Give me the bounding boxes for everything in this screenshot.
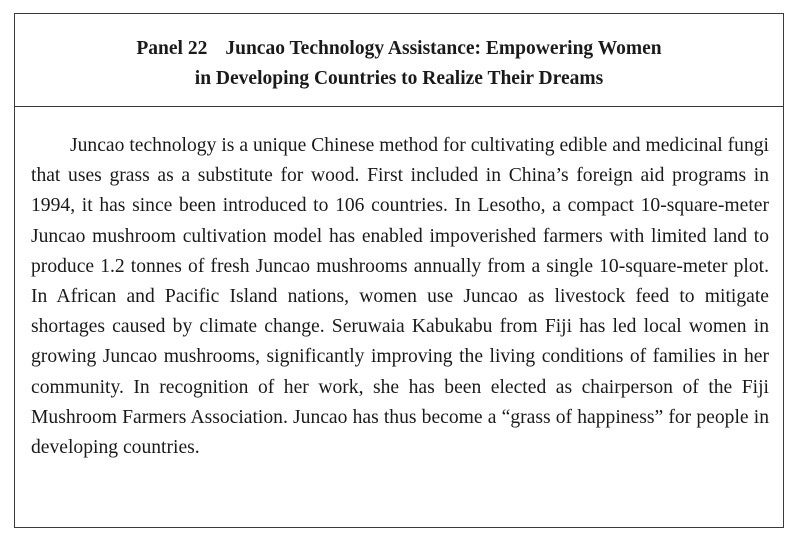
panel-title-part-1: Juncao Technology Assistance: Empowering Women [225, 38, 662, 59]
panel-title-line-1 [15, 34, 783, 64]
panel-title-line-2: in Developing Countries to Realize Their Dreams [194, 68, 604, 89]
panel-header [15, 14, 783, 107]
panel-body-text: Juncao technology is a unique Chinese method for cultivating edible and medicinal fungi that uses grass as a substitute for wood. First included in China’s foreign aid programs in 1994, it has since been introduced to 106 countries. In Lesotho, a compact 10-square-meter Juncao mushroom cultivation model has enabled impoverished farmers with limited land to produce 1.2 tonnes of fresh Juncao mushrooms annually from a single 10-square-meter plot. In African and Pacific Island nations, women use Juncao as livestock feed to mitigate shortages caused by climate change. Seruwaia Kabukabu from Fiji has led local women in growing Juncao mushrooms, significantly improving the living conditions of families in her community. In recognition of her work, she has been elected as chairperson of the Fiji Mushroom Farmers Association. Juncao has thus become a “grass of happiness” for people in developing countries. [31, 135, 769, 459]
panel-number: Panel 22 [136, 38, 208, 59]
panel-box [14, 13, 784, 528]
